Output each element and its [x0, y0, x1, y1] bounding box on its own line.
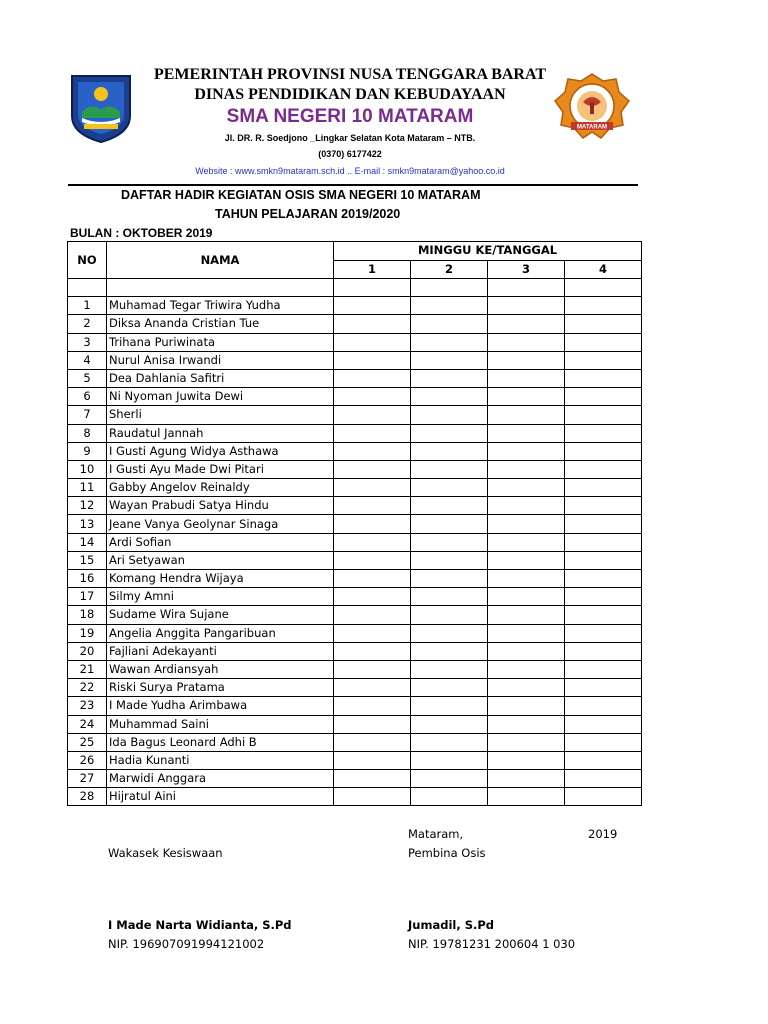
- row-number: 15: [68, 551, 107, 569]
- attendance-cell-week-3[interactable]: [488, 297, 565, 315]
- row-number: 26: [68, 751, 107, 769]
- attendance-cell-week-2[interactable]: [411, 733, 488, 751]
- attendance-cell-week-3[interactable]: [488, 697, 565, 715]
- letterhead-government: PEMERINTAH PROVINSI NUSA TENGGARA BARAT: [153, 66, 547, 83]
- attendance-cell-week-2[interactable]: [411, 369, 488, 387]
- attendance-cell-week-2[interactable]: [411, 715, 488, 733]
- attendance-cell-week-4[interactable]: [565, 624, 642, 642]
- attendance-cell-week-4[interactable]: [565, 551, 642, 569]
- attendance-cell-week-1[interactable]: [334, 297, 411, 315]
- spacer-cell: [334, 279, 411, 297]
- letterhead-address: Jl. DR. R. Soedjono _Lingkar Selatan Kota Mataram – NTB.: [224, 133, 476, 143]
- attendance-cell-week-3[interactable]: [488, 679, 565, 697]
- right-signatory-name: Jumadil, S.Pd: [408, 918, 495, 932]
- attendance-cell-week-2[interactable]: [411, 424, 488, 442]
- row-number: 28: [68, 788, 107, 806]
- row-number: 6: [68, 388, 107, 406]
- student-name: Muhamad Tegar Triwira Yudha: [107, 297, 334, 315]
- table-row: [68, 424, 642, 442]
- attendance-cell-week-3[interactable]: [488, 388, 565, 406]
- attendance-cell-week-4[interactable]: [565, 515, 642, 533]
- row-number: 17: [68, 588, 107, 606]
- table-row: [68, 551, 642, 569]
- student-name: Wawan Ardiansyah: [107, 660, 334, 678]
- table-row: [68, 697, 642, 715]
- attendance-cell-week-3[interactable]: [488, 715, 565, 733]
- attendance-cell-week-1[interactable]: [334, 642, 411, 660]
- attendance-cell-week-1[interactable]: [334, 715, 411, 733]
- attendance-cell-week-2[interactable]: [411, 351, 488, 369]
- attendance-cell-week-4[interactable]: [565, 751, 642, 769]
- attendance-cell-week-2[interactable]: [411, 788, 488, 806]
- student-name: Marwidi Anggara: [107, 770, 334, 788]
- spacer-cell: [411, 279, 488, 297]
- table-row: [68, 642, 642, 660]
- header-no: NO: [68, 242, 107, 279]
- attendance-cell-week-1[interactable]: [334, 751, 411, 769]
- attendance-cell-week-1[interactable]: [334, 697, 411, 715]
- student-name: Nurul Anisa Irwandi: [107, 351, 334, 369]
- attendance-cell-week-4[interactable]: [565, 660, 642, 678]
- attendance-cell-week-1[interactable]: [334, 315, 411, 333]
- attendance-cell-week-1[interactable]: [334, 733, 411, 751]
- attendance-cell-week-3[interactable]: [488, 770, 565, 788]
- attendance-cell-week-2[interactable]: [411, 642, 488, 660]
- attendance-cell-week-4[interactable]: [565, 442, 642, 460]
- attendance-cell-week-4[interactable]: [565, 533, 642, 551]
- student-name: Diksa Ananda Cristian Tue: [107, 315, 334, 333]
- attendance-cell-week-4[interactable]: [565, 351, 642, 369]
- row-number: 14: [68, 533, 107, 551]
- row-number: 8: [68, 424, 107, 442]
- attendance-cell-week-3[interactable]: [488, 642, 565, 660]
- student-name: Wayan Prabudi Satya Hindu: [107, 497, 334, 515]
- student-name: Trihana Puriwinata: [107, 333, 334, 351]
- svg-text:MATARAM: MATARAM: [576, 124, 608, 131]
- attendance-cell-week-3[interactable]: [488, 606, 565, 624]
- attendance-cell-week-3[interactable]: [488, 351, 565, 369]
- row-number: 18: [68, 606, 107, 624]
- student-name: Ida Bagus Leonard Adhi B: [107, 733, 334, 751]
- letterhead-school-name: SMA NEGERI 10 MATARAM: [226, 106, 474, 127]
- attendance-cell-week-4[interactable]: [565, 479, 642, 497]
- table-row: [68, 460, 642, 478]
- attendance-cell-week-3[interactable]: [488, 406, 565, 424]
- attendance-cell-week-3[interactable]: [488, 751, 565, 769]
- attendance-cell-week-3[interactable]: [488, 515, 565, 533]
- attendance-cell-week-1[interactable]: [334, 660, 411, 678]
- attendance-cell-week-3[interactable]: [488, 497, 565, 515]
- right-signatory-nip: NIP. 19781231 200604 1 030: [408, 937, 576, 951]
- attendance-cell-week-1[interactable]: [334, 788, 411, 806]
- signature-place: Mataram,: [408, 827, 464, 841]
- attendance-cell-week-4[interactable]: [565, 424, 642, 442]
- student-name: Gabby Angelov Reinaldy: [107, 479, 334, 497]
- table-row: [68, 788, 642, 806]
- document-title: DAFTAR HADIR KEGIATAN OSIS SMA NEGERI 10 MATARAM: [121, 188, 481, 202]
- header-week-4: 4: [565, 260, 642, 279]
- row-number: 12: [68, 497, 107, 515]
- table-row: [68, 442, 642, 460]
- attendance-cell-week-4[interactable]: [565, 388, 642, 406]
- attendance-cell-week-4[interactable]: [565, 369, 642, 387]
- row-number: 16: [68, 570, 107, 588]
- student-name: Sherli: [107, 406, 334, 424]
- attendance-cell-week-1[interactable]: [334, 479, 411, 497]
- header-week-1: 1: [334, 260, 411, 279]
- letterhead-phone: (0370) 6177422: [318, 149, 382, 159]
- student-name: Angelia Anggita Pangaribuan: [107, 624, 334, 642]
- letterhead-website-link[interactable]: Website : www.smkn9mataram.sch.id .. E-mail : smkn9mataram@yahoo.co.id: [195, 166, 505, 176]
- attendance-cell-week-3[interactable]: [488, 570, 565, 588]
- table-row: [68, 606, 642, 624]
- student-name: Silmy Amni: [107, 588, 334, 606]
- row-number: 7: [68, 406, 107, 424]
- attendance-cell-week-3[interactable]: [488, 551, 565, 569]
- table-row: [68, 369, 642, 387]
- attendance-cell-week-3[interactable]: [488, 533, 565, 551]
- attendance-cell-week-2[interactable]: [411, 624, 488, 642]
- table-row: [68, 406, 642, 424]
- student-name: I Made Yudha Arimbawa: [107, 697, 334, 715]
- attendance-cell-week-2[interactable]: [411, 406, 488, 424]
- attendance-cell-week-1[interactable]: [334, 570, 411, 588]
- student-name: Muhammad Saini: [107, 715, 334, 733]
- attendance-cell-week-3[interactable]: [488, 424, 565, 442]
- attendance-cell-week-2[interactable]: [411, 679, 488, 697]
- attendance-cell-week-1[interactable]: [334, 533, 411, 551]
- attendance-cell-week-3[interactable]: [488, 315, 565, 333]
- table-row: [68, 624, 642, 642]
- attendance-cell-week-1[interactable]: [334, 388, 411, 406]
- student-name: Ari Setyawan: [107, 551, 334, 569]
- attendance-cell-week-3[interactable]: [488, 788, 565, 806]
- attendance-cell-week-2[interactable]: [411, 588, 488, 606]
- attendance-cell-week-4[interactable]: [565, 642, 642, 660]
- row-number: 21: [68, 660, 107, 678]
- header-week-3: 3: [488, 260, 565, 279]
- attendance-cell-week-4[interactable]: [565, 460, 642, 478]
- attendance-cell-week-4[interactable]: [565, 570, 642, 588]
- attendance-cell-week-3[interactable]: [488, 733, 565, 751]
- attendance-cell-week-2[interactable]: [411, 660, 488, 678]
- attendance-cell-week-4[interactable]: [565, 297, 642, 315]
- student-name: Jeane Vanya Geolynar Sinaga: [107, 515, 334, 533]
- student-name: Sudame Wira Sujane: [107, 606, 334, 624]
- attendance-cell-week-4[interactable]: [565, 588, 642, 606]
- signature-year: 2019: [588, 827, 618, 841]
- student-name: Riski Surya Pratama: [107, 679, 334, 697]
- header-week-2: 2: [411, 260, 488, 279]
- attendance-cell-week-2[interactable]: [411, 533, 488, 551]
- academic-year: TAHUN PELAJARAN 2019/2020: [215, 207, 401, 221]
- student-name: Ardi Sofian: [107, 533, 334, 551]
- table-row: [68, 679, 642, 697]
- table-row: [68, 515, 642, 533]
- student-name: Ni Nyoman Juwita Dewi: [107, 388, 334, 406]
- spacer-cell: [107, 279, 334, 297]
- spacer-cell: [488, 279, 565, 297]
- attendance-cell-week-4[interactable]: [565, 679, 642, 697]
- table-row: [68, 315, 642, 333]
- row-number: 3: [68, 333, 107, 351]
- attendance-cell-week-1[interactable]: [334, 369, 411, 387]
- left-signatory-name: I Made Narta Widianta, S.Pd: [108, 918, 292, 932]
- row-number: 19: [68, 624, 107, 642]
- attendance-cell-week-2[interactable]: [411, 606, 488, 624]
- row-number: 10: [68, 460, 107, 478]
- table-row: [68, 715, 642, 733]
- attendance-cell-week-4[interactable]: [565, 606, 642, 624]
- table-row: [68, 333, 642, 351]
- table-row: [68, 570, 642, 588]
- table-row: [68, 388, 642, 406]
- attendance-cell-week-2[interactable]: [411, 697, 488, 715]
- attendance-cell-week-4[interactable]: [565, 715, 642, 733]
- row-number: 23: [68, 697, 107, 715]
- attendance-cell-week-4[interactable]: [565, 333, 642, 351]
- table-row: [68, 751, 642, 769]
- student-name: Dea Dahlania Safitri: [107, 369, 334, 387]
- attendance-cell-week-2[interactable]: [411, 770, 488, 788]
- row-number: 5: [68, 369, 107, 387]
- attendance-cell-week-1[interactable]: [334, 551, 411, 569]
- row-number: 25: [68, 733, 107, 751]
- attendance-cell-week-1[interactable]: [334, 424, 411, 442]
- row-number: 24: [68, 715, 107, 733]
- row-number: 20: [68, 642, 107, 660]
- attendance-cell-week-3[interactable]: [488, 442, 565, 460]
- attendance-cell-week-1[interactable]: [334, 351, 411, 369]
- attendance-cell-week-2[interactable]: [411, 315, 488, 333]
- attendance-cell-week-2[interactable]: [411, 570, 488, 588]
- attendance-cell-week-4[interactable]: [565, 315, 642, 333]
- student-name: I Gusti Ayu Made Dwi Pitari: [107, 460, 334, 478]
- attendance-cell-week-1[interactable]: [334, 333, 411, 351]
- attendance-cell-week-3[interactable]: [488, 460, 565, 478]
- attendance-cell-week-2[interactable]: [411, 497, 488, 515]
- spacer-cell: [68, 279, 107, 297]
- attendance-cell-week-3[interactable]: [488, 588, 565, 606]
- attendance-cell-week-4[interactable]: [565, 406, 642, 424]
- row-number: 1: [68, 297, 107, 315]
- table-row: [68, 479, 642, 497]
- attendance-cell-week-2[interactable]: [411, 515, 488, 533]
- spacer-cell: [565, 279, 642, 297]
- table-row: [68, 733, 642, 751]
- student-name: Komang Hendra Wijaya: [107, 570, 334, 588]
- attendance-table: [67, 241, 642, 806]
- attendance-cell-week-1[interactable]: [334, 515, 411, 533]
- left-signatory-role: Wakasek Kesiswaan: [108, 846, 223, 860]
- row-number: 9: [68, 442, 107, 460]
- table-row: [68, 660, 642, 678]
- table-row: [68, 588, 642, 606]
- student-name: Hijratul Aini: [107, 788, 334, 806]
- attendance-cell-week-1[interactable]: [334, 624, 411, 642]
- attendance-cell-week-2[interactable]: [411, 751, 488, 769]
- attendance-cell-week-3[interactable]: [488, 624, 565, 642]
- attendance-cell-week-3[interactable]: [488, 660, 565, 678]
- student-name: Fajliani Adekayanti: [107, 642, 334, 660]
- row-number: 27: [68, 770, 107, 788]
- attendance-cell-week-2[interactable]: [411, 479, 488, 497]
- attendance-cell-week-1[interactable]: [334, 770, 411, 788]
- attendance-cell-week-2[interactable]: [411, 460, 488, 478]
- letterhead-department: DINAS PENDIDIKAN DAN KEBUDAYAAN: [194, 86, 506, 103]
- table-row: [68, 497, 642, 515]
- row-number: 11: [68, 479, 107, 497]
- right-signatory-role: Pembina Osis: [408, 846, 486, 860]
- row-number: 22: [68, 679, 107, 697]
- attendance-cell-week-1[interactable]: [334, 588, 411, 606]
- header-week-date: MINGGU KE/TANGGAL: [334, 242, 642, 261]
- attendance-cell-week-4[interactable]: [565, 697, 642, 715]
- attendance-cell-week-1[interactable]: [334, 406, 411, 424]
- student-name: Hadia Kunanti: [107, 751, 334, 769]
- attendance-cell-week-2[interactable]: [411, 388, 488, 406]
- month-label: BULAN : OKTOBER 2019: [70, 226, 213, 240]
- attendance-cell-week-3[interactable]: [488, 369, 565, 387]
- student-name: I Gusti Agung Widya Asthawa: [107, 442, 334, 460]
- row-number: 2: [68, 315, 107, 333]
- attendance-cell-week-3[interactable]: [488, 333, 565, 351]
- attendance-cell-week-1[interactable]: [334, 497, 411, 515]
- row-number: 13: [68, 515, 107, 533]
- header-name: NAMA: [107, 242, 334, 279]
- attendance-cell-week-3[interactable]: [488, 479, 565, 497]
- student-name: Raudatul Jannah: [107, 424, 334, 442]
- row-number: 4: [68, 351, 107, 369]
- attendance-cell-week-1[interactable]: [334, 442, 411, 460]
- attendance-cell-week-4[interactable]: [565, 788, 642, 806]
- attendance-cell-week-2[interactable]: [411, 442, 488, 460]
- table-row: [68, 297, 642, 315]
- attendance-cell-week-1[interactable]: [334, 606, 411, 624]
- letterhead-divider: [68, 184, 638, 186]
- attendance-cell-week-4[interactable]: [565, 770, 642, 788]
- attendance-cell-week-1[interactable]: [334, 460, 411, 478]
- attendance-cell-week-4[interactable]: [565, 497, 642, 515]
- left-signatory-nip: NIP. 196907091994121002: [108, 937, 265, 951]
- attendance-cell-week-2[interactable]: [411, 297, 488, 315]
- attendance-cell-week-2[interactable]: [411, 551, 488, 569]
- table-row: [68, 351, 642, 369]
- attendance-cell-week-2[interactable]: [411, 333, 488, 351]
- attendance-cell-week-1[interactable]: [334, 679, 411, 697]
- attendance-cell-week-4[interactable]: [565, 733, 642, 751]
- table-row: [68, 770, 642, 788]
- table-row: [68, 533, 642, 551]
